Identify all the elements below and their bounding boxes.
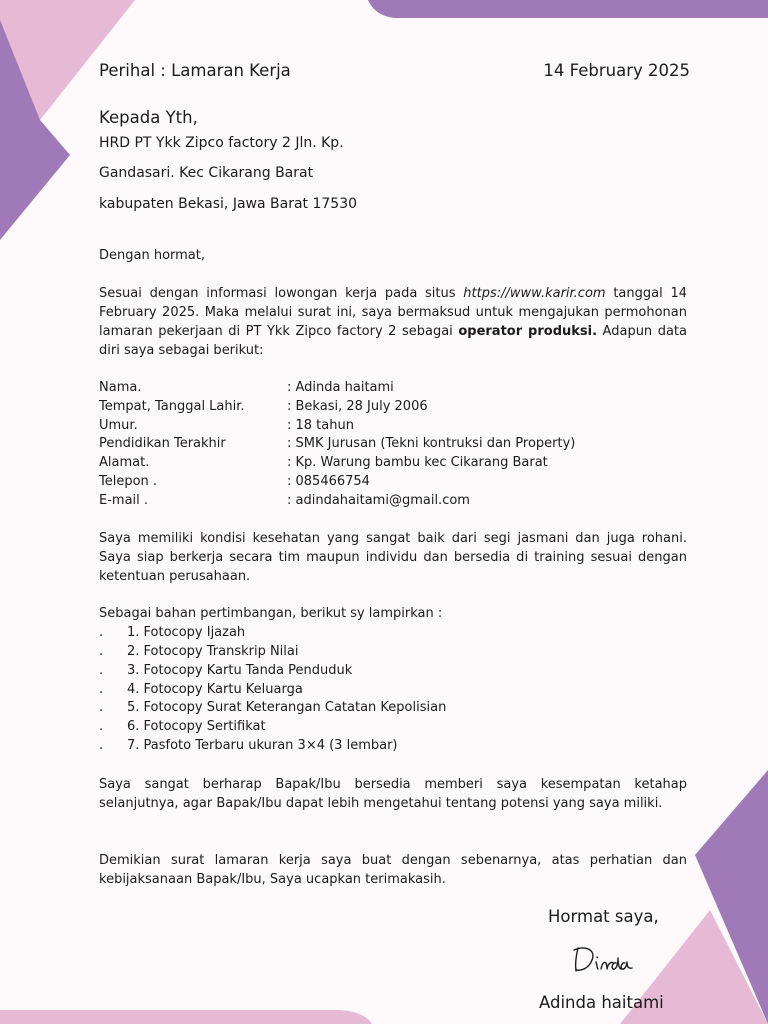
greeting: Dengan hormat, bbox=[99, 248, 206, 263]
recipient-line-3: kabupaten Bekasi, Jawa Barat 17530 bbox=[99, 196, 358, 212]
letter-date: 14 February 2025 bbox=[543, 61, 690, 80]
closing-paragraph: Demikian surat lamaran kerja saya buat dengan sebenarnya, atas perhatian dan kebijaksanaan Bapak/Ibu, Saya ucapkan terimakasih. bbox=[99, 853, 687, 887]
health-paragraph: Saya memiliki kondisi kesehatan yang sangat baik dari segi jasmani dan juga rohani. Saya siap berkerja secara tim maupun individu dan bersedia di training sesuai dengan ketentuan perusahaan. bbox=[99, 531, 687, 584]
signature-drawing bbox=[570, 940, 640, 980]
attachment-item: . 5. Fotocopy Surat Keterangan Catatan Kepolisian bbox=[99, 700, 447, 715]
top-right-purple-band bbox=[368, 0, 768, 18]
recipient-heading: Kepada Yth, bbox=[99, 108, 198, 127]
data-row-phone: Telepon . : 085466754 bbox=[99, 474, 370, 489]
intro-text-3: Adapun data diri saya sebagai berikut: bbox=[99, 324, 687, 358]
sign-off: Hormat saya, bbox=[548, 907, 659, 926]
attachment-item: . 7. Pasfoto Terbaru ukuran 3×4 (3 lembar) bbox=[99, 738, 398, 753]
intro-text-1: Sesuai dengan informasi lowongan kerja pada situs bbox=[99, 286, 464, 301]
data-row-age: Umur. : 18 tahun bbox=[99, 418, 354, 433]
data-row-name: Nama. : Adinda haitami bbox=[99, 380, 394, 395]
attachment-item: . 2. Fotocopy Transkrip Nilai bbox=[99, 644, 299, 659]
attachment-item: . 1. Fotocopy Ijazah bbox=[99, 625, 246, 640]
intro-text-2: tanggal 14 February 2025. Maka melalui surat ini, saya bermaksud untuk mengajukan permohonan lamaran pekerjaan di PT Ykk Zipco factory 2 sebagai bbox=[99, 286, 687, 339]
job-site-url: https://www.karir.com bbox=[463, 286, 606, 301]
data-row-education: Pendidikan Terakhir : SMK Jurusan (Tekni kontruksi dan Property) bbox=[99, 436, 576, 451]
attachments-intro: Sebagai bahan pertimbangan, berikut sy lampirkan : bbox=[99, 606, 443, 621]
data-row-email: E-mail . : adindahaitami@gmail.com bbox=[99, 493, 470, 508]
applied-position: operator produksi. bbox=[458, 324, 598, 339]
intro-paragraph bbox=[99, 284, 687, 360]
recipient-line-1: HRD PT Ykk Zipco factory 2 Jln. Kp. bbox=[99, 135, 344, 151]
subject-line: Perihal : Lamaran Kerja bbox=[99, 61, 291, 80]
data-row-address: Alamat. : Kp. Warung bambu kec Cikarang Barat bbox=[99, 455, 548, 470]
signature bbox=[570, 940, 640, 980]
recipient-line-2: Gandasari. Kec Cikarang Barat bbox=[99, 165, 314, 181]
attachment-item: . 6. Fotocopy Sertifikat bbox=[99, 719, 266, 734]
attachment-item: . 4. Fotocopy Kartu Keluarga bbox=[99, 682, 303, 697]
bottom-left-pink-band bbox=[0, 1010, 372, 1024]
hope-paragraph: Saya sangat berharap Bapak/Ibu bersedia memberi saya kesempatan ketahap selanjutnya, agar Bapak/Ibu dapat lebih mengetahui tentang potensi yang saya miliki. bbox=[99, 777, 687, 811]
signer-name: Adinda haitami bbox=[539, 993, 664, 1012]
attachment-item: . 3. Fotocopy Kartu Tanda Penduduk bbox=[99, 663, 353, 678]
data-row-birth: Tempat, Tanggal Lahir. : Bekasi, 28 July 2006 bbox=[99, 399, 428, 414]
